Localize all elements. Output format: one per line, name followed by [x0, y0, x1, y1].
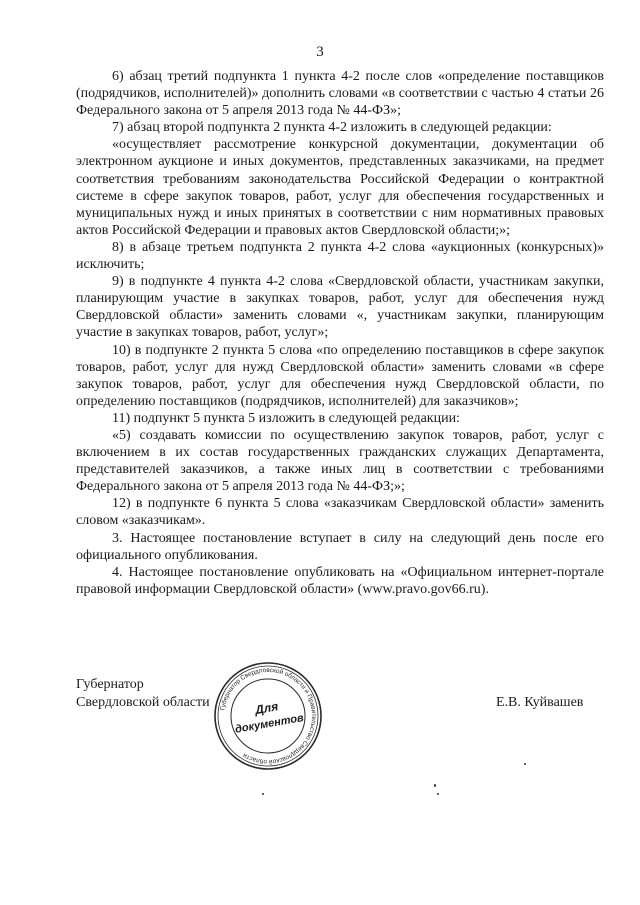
scan-speck: [434, 784, 436, 787]
paragraph-item-9: 9) в подпункте 4 пункта 4-2 слова «Свердловской области, участникам закупки, планирующим участие в закупках товаров, работ, услуг для обеспечения нужд Свердловской области» заменить словами «, участникам закупки, планирующим участие в закупках товаров, работ, услуг»;: [76, 274, 604, 341]
paragraph-item-7-quote: «осуществляет рассмотрение конкурсной документации, документации об электронном аукционе и иных документов, представленных заказчиками, на предмет соответствия требованиям законодательства Российской Федерации о контрактной системе в сфере закупок товаров, работ, услуг для обеспечения государственных и муниципальных нужд и иных принятых в соответствии с ним нормативных правовых актов Российской Федерации и правовых актов Свердловской области;»;: [76, 137, 604, 238]
signatory-title-line1: Губернатор: [76, 677, 144, 692]
paragraph-item-6: 6) абзац третий подпункта 1 пункта 4-2 после слов «определение поставщиков (подрядчиков, исполнителей)» дополнить словами «в соответствии с частью 4 статьи 26 Федерального закона от 5 апреля 2013 года № 44-ФЗ»;: [76, 69, 604, 119]
scan-speck: [437, 793, 439, 795]
paragraph-item-11: 11) подпункт 5 пункта 5 изложить в следующей редакции:: [112, 410, 460, 426]
paragraph-clause-4: 4. Настоящее постановление опубликовать на «Официальном интернет-портале правовой информации Свердловской области» (www.pravo.gov66.ru).: [76, 564, 604, 597]
document-body: [76, 68, 604, 598]
signatory-title: [76, 676, 210, 711]
scan-speck: [524, 763, 526, 765]
signatory-name: Е.В. Куйвашев: [496, 695, 584, 710]
scan-speck: [262, 793, 264, 795]
stamp-center-line1: Для: [253, 699, 280, 718]
paragraph-item-11-quote: «5) создавать комиссии по осуществлению закупок товаров, работ, услуг с включением в их состав государственных гражданских служащих Департамента, представителей заказчиков, а также иных лиц в соответствии с требованиями Федерального закона от 5 апреля 2013 года № 44-ФЗ;»;: [76, 427, 604, 495]
signatory-title-line2: Свердловской области: [76, 694, 210, 710]
page-number: 3: [316, 44, 324, 60]
paragraph-item-12: 12) в подпункте 6 пункта 5 слова «заказчикам Свердловской области» заменить словом «заказчикам».: [76, 496, 604, 529]
stamp-ring-text: Губернатор Свердловской области и Правительство Свердловской области: [219, 666, 318, 766]
paragraph-clause-3: 3. Настоящее постановление вступает в силу на следующий день после его официального опубликования.: [76, 530, 604, 563]
stamp-center-line2: документов: [234, 711, 305, 736]
paragraph-item-7: 7) абзац второй подпункта 2 пункта 4-2 изложить в следующей редакции:: [112, 120, 552, 136]
official-stamp: [212, 660, 324, 772]
paragraph-item-10: 10) в подпункте 2 пункта 5 слова «по определению поставщиков в сфере закупок товаров, работ, услуг для нужд Свердловской области» заменить словами «в сфере закупок товаров, работ, услуг для обеспечения нужд Свердловской области, по определению поставщиков (подрядчиков, исполнителей) для заказчиков»;: [76, 342, 604, 409]
paragraph-item-8: 8) в абзаце третьем подпункта 2 пункта 4-2 слова «аукционных (конкурсных)» исключить;: [76, 239, 604, 273]
